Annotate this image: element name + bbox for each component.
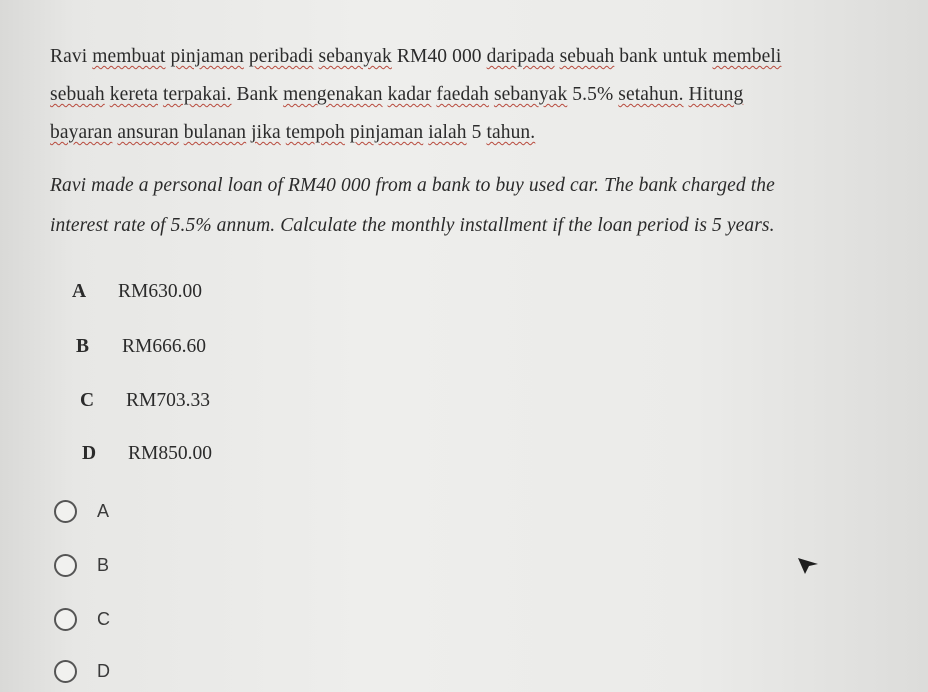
question-malay-line-1-text: Ravi membuat pinjaman peribadi sebanyak RM40 000 daripada sebuah bank untuk membeli [50, 46, 782, 67]
question-english [50, 166, 910, 246]
mouse-pointer-icon [796, 556, 822, 576]
question-malay-line-1 [50, 38, 910, 76]
radio-option-d[interactable] [54, 660, 110, 683]
radio-option-c-label: C [97, 609, 110, 629]
question-malay-line-3 [50, 114, 910, 152]
radio-circle-icon[interactable] [54, 554, 77, 577]
radio-option-c[interactable] [54, 608, 110, 631]
radio-option-b-label: B [97, 555, 110, 575]
option-c-letter: C [80, 390, 95, 411]
radio-option-d-label: D [97, 661, 110, 681]
question-malay-line-2-text: sebuah kereta terpakai. Bank mengenakan kadar faedah sebanyak 5.5% setahun. Hitung [50, 84, 744, 105]
radio-option-a-label: A [97, 501, 110, 521]
option-d-letter: D [82, 443, 97, 464]
radio-circle-icon[interactable] [54, 500, 77, 523]
question-malay-line-3-text: bayaran ansuran bulanan jika tempoh pinjaman ialah 5 tahun. [50, 122, 536, 143]
option-d [82, 443, 212, 465]
option-a-value: RM630.00 [118, 281, 202, 302]
radio-option-a[interactable] [54, 500, 109, 523]
option-c-value: RM703.33 [126, 390, 210, 411]
radio-circle-icon[interactable] [54, 608, 77, 631]
question-english-line-1: Ravi made a personal loan of RM40 000 from a bank to buy used car. The bank charged the [50, 175, 775, 196]
radio-option-b[interactable] [54, 554, 109, 577]
option-b [76, 336, 206, 358]
question-malay-line-2 [50, 76, 910, 114]
option-b-letter: B [76, 336, 90, 357]
option-d-value: RM850.00 [128, 443, 212, 464]
radio-circle-icon[interactable] [54, 660, 77, 683]
question-text [50, 38, 910, 246]
question-malay [50, 38, 910, 152]
option-a [72, 281, 202, 303]
option-a-letter: A [72, 281, 87, 302]
option-b-value: RM666.60 [122, 336, 206, 357]
option-c [80, 390, 210, 412]
question-english-line-2: interest rate of 5.5% annum. Calculate the monthly installment if the loan period is 5 years. [50, 215, 775, 236]
